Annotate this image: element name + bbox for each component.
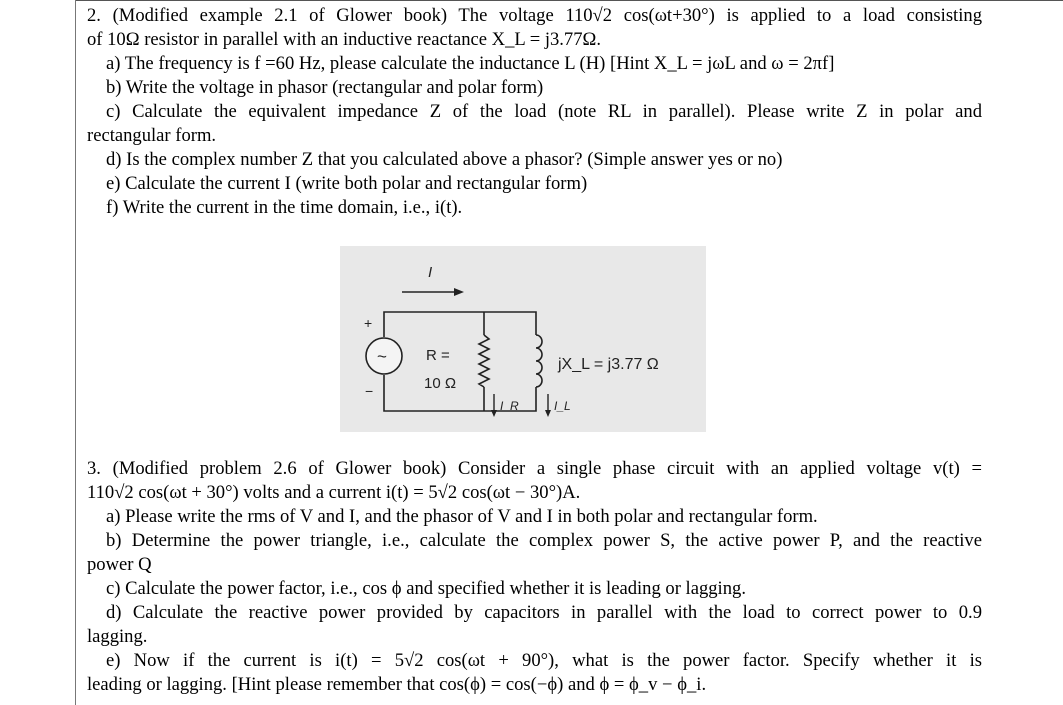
- problem-3-part-e-cont: leading or lagging. [Hint please remember that cos(ϕ) = cos(−ϕ) and ϕ = ϕ_v − ϕ_i.: [87, 674, 707, 695]
- current-arrowhead: [454, 288, 464, 296]
- problem-2-part-f: f) Write the current in the time domain, i.e., i(t).: [106, 197, 463, 218]
- problem-3-part-b-cont: power Q: [87, 554, 152, 575]
- problem-3-part-c: c) Calculate the power factor, i.e., cos ϕ and specified whether it is leading or lagging.: [106, 578, 746, 599]
- problem-2-part-c-cont: rectangular form.: [87, 125, 217, 146]
- source-symbol: ~: [377, 347, 387, 366]
- resistor-label-1: R =: [426, 347, 450, 364]
- problem-3-line-1: 3. (Modified problem 2.6 of Glower book) Consider a single phase circuit with an applied voltage v(t) =: [87, 458, 982, 479]
- il-arrowhead: [545, 410, 551, 417]
- problem-2-part-d: d) Is the complex number Z that you calculated above a phasor? (Simple answer yes or no): [106, 149, 783, 170]
- plus-sign: +: [364, 315, 373, 331]
- circuit-diagram: [340, 246, 706, 432]
- problem-2-part-e: e) Calculate the current I (write both polar and rectangular form): [106, 173, 588, 194]
- problem-3-part-d-cont: lagging.: [87, 626, 148, 647]
- problem-3-part-a: a) Please write the rms of V and I, and the phasor of V and I in both polar and rectangular form.: [106, 506, 818, 527]
- problem-2-part-b: b) Write the voltage in phasor (rectangular and polar form): [106, 77, 544, 98]
- circuit-wires: [384, 312, 536, 411]
- problem-2-line-1: 2. (Modified example 2.1 of Glower book) The voltage 110√2 cos(ωt+30°) is applied to a load consisting: [87, 5, 982, 26]
- problem-2-part-a: a) The frequency is f =60 Hz, please calculate the inductance L (H) [Hint X_L = jωL and ω = 2πf]: [106, 53, 835, 74]
- resistor-label-2: 10 Ω: [424, 375, 457, 392]
- ir-label: I_R: [500, 399, 519, 413]
- ir-arrowhead: [491, 410, 497, 417]
- page-frame-left: [75, 0, 76, 705]
- page-frame-top: [75, 0, 1063, 1]
- problem-3-part-d: d) Calculate the reactive power provided by capacitors in parallel with the load to correct power to 0.9: [106, 602, 982, 623]
- minus-sign: −: [365, 383, 374, 399]
- problem-3-part-e: e) Now if the current is i(t) = 5√2 cos(ωt + 90°), what is the power factor. Specify whether it is: [106, 650, 982, 671]
- problem-3-text: [87, 457, 982, 697]
- problem-2-text: [87, 4, 982, 220]
- circuit-figure: [340, 246, 706, 432]
- problem-3-part-b: b) Determine the power triangle, i.e., calculate the complex power S, the active power P, and the reactive: [106, 530, 982, 551]
- problem-2-line-2: of 10Ω resistor in parallel with an inductive reactance X_L = j3.77Ω.: [87, 29, 601, 50]
- current-label: I: [428, 264, 433, 281]
- problem-3-line-2: 110√2 cos(ωt + 30°) volts and a current i(t) = 5√2 cos(ωt − 30°)A.: [87, 482, 581, 503]
- problem-2-part-c: c) Calculate the equivalent impedance Z of the load (note RL in parallel). Please write Z in polar and: [106, 101, 982, 122]
- il-label: I_L: [554, 399, 571, 413]
- reactance-label: jX_L = j3.77 Ω: [558, 356, 659, 373]
